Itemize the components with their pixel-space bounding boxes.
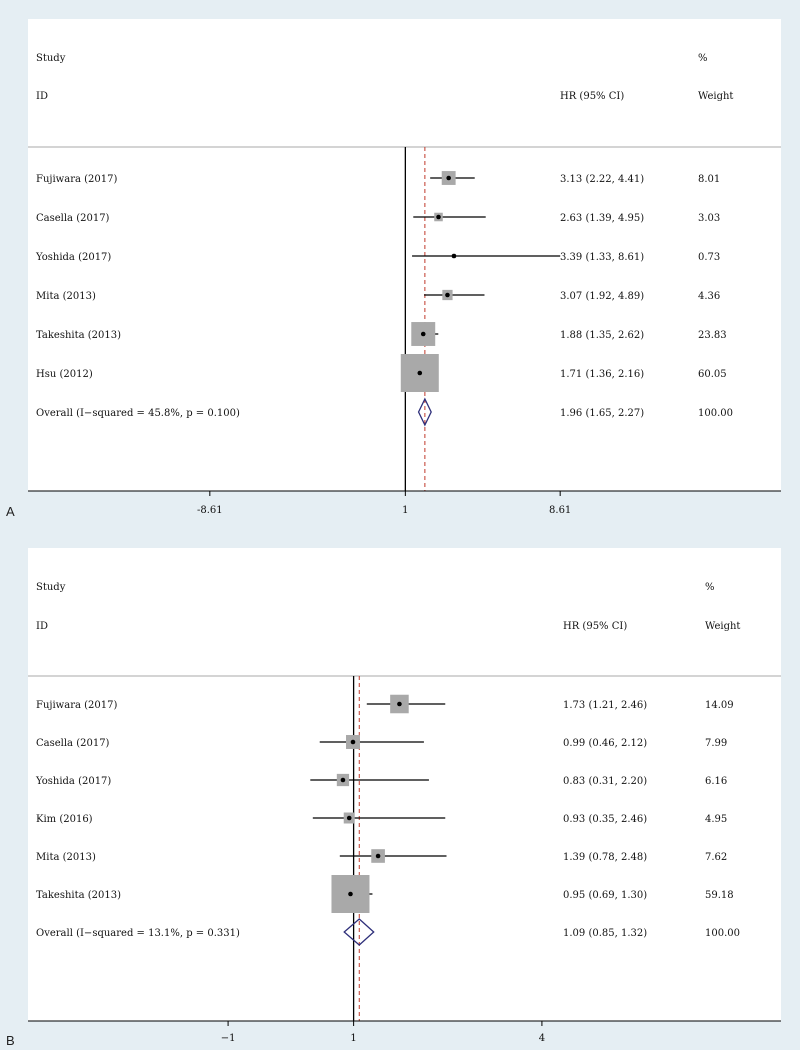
- header-weight: Weight: [705, 621, 741, 632]
- hr-ci-value: 0.93 (0.35, 2.46): [563, 814, 648, 825]
- header-hr-ci: HR (95% CI): [563, 621, 628, 632]
- hr-ci-value: 3.07 (1.92, 4.89): [560, 291, 645, 302]
- x-axis-tick-label: 4: [538, 1033, 546, 1044]
- hr-ci-value: 2.63 (1.39, 4.95): [560, 213, 645, 224]
- panel-letter: A: [6, 504, 15, 519]
- study-label: Hsu (2012): [36, 369, 93, 380]
- hr-ci-value: 0.99 (0.46, 2.12): [563, 738, 648, 749]
- header-percent: %: [705, 582, 715, 593]
- header-study: Study: [36, 582, 66, 593]
- panel-background: [28, 19, 781, 491]
- weight-value: 0.73: [698, 252, 721, 263]
- forest-panel-a: [6, 19, 781, 519]
- study-label: Fujiwara (2017): [36, 174, 118, 185]
- point-estimate: [347, 816, 352, 821]
- weight-value: 3.03: [698, 213, 721, 224]
- header-weight: Weight: [698, 91, 734, 102]
- hr-ci-value: 1.73 (1.21, 2.46): [563, 700, 648, 711]
- point-estimate: [436, 215, 441, 220]
- forest-panel-b: [6, 548, 781, 1048]
- weight-value: 4.36: [698, 291, 721, 302]
- study-label: Yoshida (2017): [36, 776, 112, 787]
- weight-value: 59.18: [705, 890, 734, 901]
- x-axis-tick-label: −1: [220, 1033, 236, 1044]
- study-label: Mita (2013): [36, 852, 96, 863]
- weight-value: 4.95: [705, 814, 728, 825]
- header-percent: %: [698, 53, 708, 64]
- study-label: Kim (2016): [36, 814, 93, 825]
- weight-value: 6.16: [705, 776, 728, 787]
- point-estimate: [421, 332, 426, 337]
- x-axis-tick-label: 8.61: [549, 505, 572, 516]
- hr-ci-value: 1.88 (1.35, 2.62): [560, 330, 645, 341]
- hr-ci-value: 3.39 (1.33, 8.61): [560, 252, 645, 263]
- overall-label: Overall (I−squared = 13.1%, p = 0.331): [36, 928, 240, 939]
- overall-weight-value: 100.00: [705, 928, 740, 939]
- hr-ci-value: 1.39 (0.78, 2.48): [563, 852, 648, 863]
- point-estimate: [351, 740, 356, 745]
- x-axis-tick-label: -8.61: [197, 505, 223, 516]
- point-estimate: [397, 702, 402, 707]
- header-hr-ci: HR (95% CI): [560, 91, 625, 102]
- header-id: ID: [36, 91, 48, 102]
- point-estimate: [341, 778, 346, 783]
- weight-value: 7.99: [705, 738, 728, 749]
- x-axis-tick-label: 1: [350, 1033, 357, 1044]
- hr-ci-value: 0.95 (0.69, 1.30): [563, 890, 648, 901]
- study-label: Takeshita (2013): [36, 330, 122, 341]
- weight-value: 23.83: [698, 330, 727, 341]
- point-estimate: [376, 854, 381, 859]
- study-label: Yoshida (2017): [36, 252, 112, 263]
- study-label: Mita (2013): [36, 291, 96, 302]
- point-estimate: [348, 892, 353, 897]
- study-label: Casella (2017): [36, 738, 110, 749]
- weight-value: 60.05: [698, 369, 727, 380]
- study-label: Takeshita (2013): [36, 890, 122, 901]
- study-label: Casella (2017): [36, 213, 110, 224]
- hr-ci-value: 1.71 (1.36, 2.16): [560, 369, 645, 380]
- point-estimate: [417, 371, 422, 376]
- header-id: ID: [36, 621, 48, 632]
- overall-hr-ci-value: 1.09 (0.85, 1.32): [563, 928, 648, 939]
- hr-ci-value: 3.13 (2.22, 4.41): [560, 174, 645, 185]
- hr-ci-value: 0.83 (0.31, 2.20): [563, 776, 648, 787]
- overall-label: Overall (I−squared = 45.8%, p = 0.100): [36, 408, 240, 419]
- weight-value: 8.01: [698, 174, 721, 185]
- overall-weight-value: 100.00: [698, 408, 733, 419]
- point-estimate: [446, 176, 451, 181]
- overall-hr-ci-value: 1.96 (1.65, 2.27): [560, 408, 645, 419]
- weight-value: 14.09: [705, 700, 734, 711]
- study-label: Fujiwara (2017): [36, 700, 118, 711]
- point-estimate: [452, 254, 457, 259]
- point-estimate: [445, 293, 450, 298]
- x-axis-tick-label: 1: [402, 505, 409, 516]
- panel-letter: B: [6, 1033, 15, 1048]
- header-study: Study: [36, 53, 66, 64]
- panel-background: [28, 548, 781, 1021]
- weight-value: 7.62: [705, 852, 728, 863]
